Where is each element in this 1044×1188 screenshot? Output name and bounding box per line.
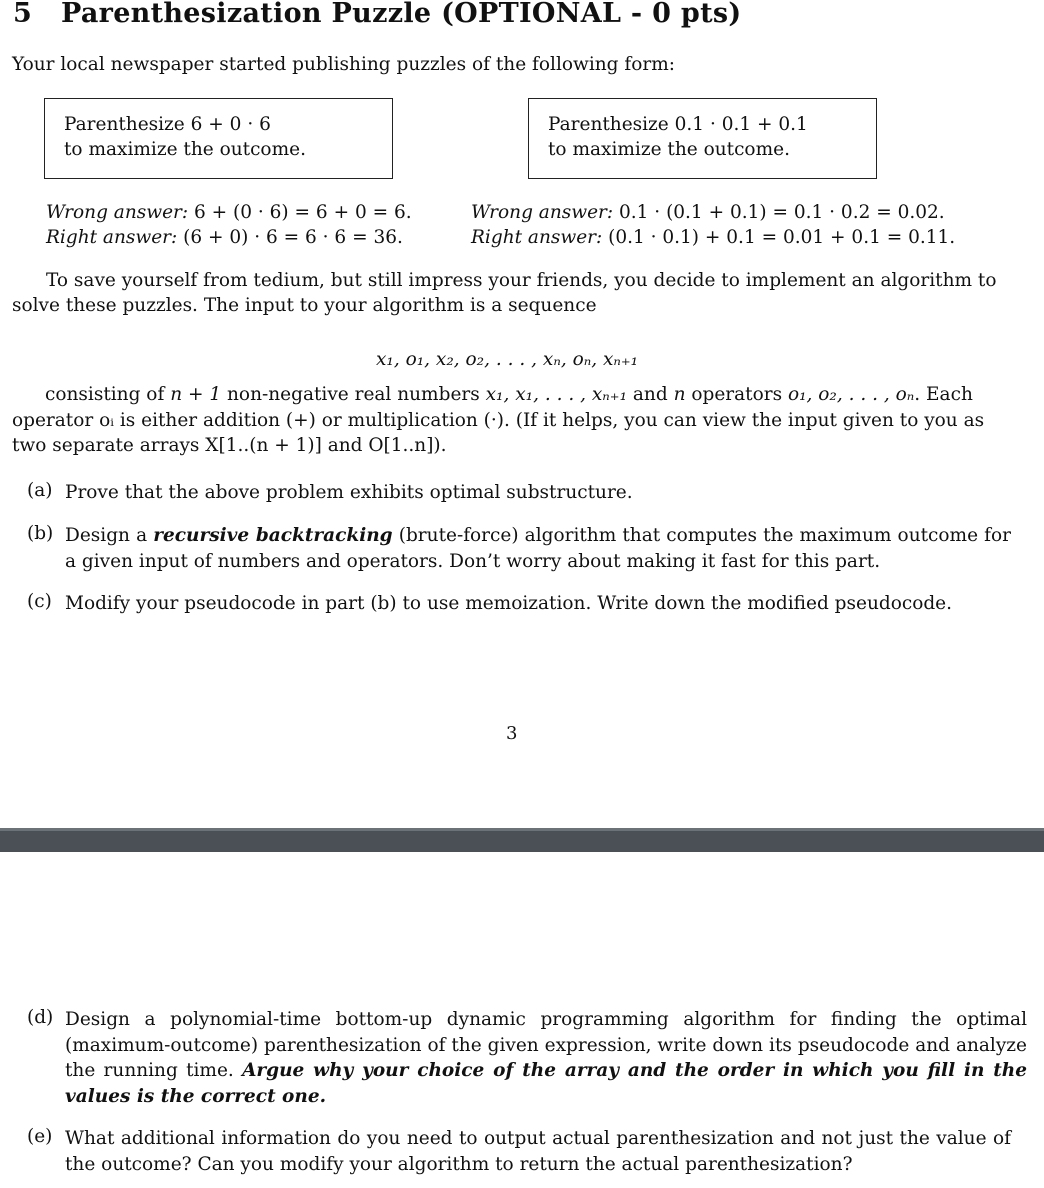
page-4: [0, 852, 1044, 1188]
part-e-text: What additional information do you need to output actual parenthesization and not just the value of the outcome? Can you modify your algorithm to return the actual parenthesization?: [65, 1128, 1011, 1175]
part-c-label: (c): [27, 591, 52, 612]
right-answer-label: Right answer:: [46, 227, 178, 248]
puzzle-2-wrong-answer: Wrong answer: 0.1 · (0.1 + 0.1) = 0.1 · 0.2 = 0.02.: [471, 202, 945, 223]
section-number: 5: [13, 0, 33, 29]
part-d-label: (d): [27, 1007, 54, 1028]
part-a-text: Prove that the above problem exhibits optimal substructure.: [65, 482, 633, 503]
paragraph-2-line-1: consisting of n + 1 non-negative real numbers x₁, x₁, . . . , xₙ₊₁ and n operators o₁, o₂, . . . , oₙ. Each: [45, 384, 973, 405]
paragraph-2-line-2: operator oᵢ is either addition (+) or multiplication (·). (If it helps, you can view the input given to you as: [12, 410, 985, 431]
intro-text: Your local newspaper started publishing puzzles of the following form:: [12, 54, 675, 75]
part-b-label: (b): [27, 523, 54, 544]
section-title: Parenthesization Puzzle (OPTIONAL - 0 pts): [61, 0, 742, 29]
puzzle-2-prefix: Parenthesize: [548, 114, 675, 135]
puzzle-1-instruction: to maximize the outcome.: [64, 139, 306, 160]
part-d-text: Design a polynomial-time bottom-up dynamic programming algorithm for finding the optimal (maximum-outcome) parenthesization of the given expression, write down its pseudocode and analyze the running time. Argue why your choice of the array and the order in which you fill in the values is the correct one.: [65, 1009, 1027, 1107]
wrong-answer-label: Wrong answer:: [471, 202, 614, 223]
paragraph-2-line-3: two separate arrays X[1..(n + 1)] and O[1..n]).: [12, 435, 447, 456]
part-e-label: (e): [27, 1126, 53, 1147]
paragraph-1-line-2: solve these puzzles. The input to your algorithm is a sequence: [12, 295, 597, 316]
section-heading: [13, 0, 741, 29]
part-b-text: Design a recursive backtracking (brute-force) algorithm that computes the maximum outcome for a given input of numbers and operators. Don’t worry about making it fast for this part.: [65, 525, 1011, 572]
input-sequence: x₁, o₁, x₂, o₂, . . . , xₙ, oₙ, xₙ₊₁: [376, 349, 639, 370]
puzzle-2-expression: 0.1 · 0.1 + 0.1: [674, 114, 808, 135]
puzzle-1-expression: 6 + 0 · 6: [190, 114, 271, 135]
part-a-label: (a): [27, 480, 53, 501]
paragraph-1-line-1: To save yourself from tedium, but still impress your friends, you decide to implement an algorithm to: [46, 270, 997, 291]
puzzle-box-2: [528, 98, 877, 179]
puzzle-1-wrong-answer: Wrong answer: 6 + (0 · 6) = 6 + 0 = 6.: [46, 202, 412, 223]
puzzle-box-1: [44, 98, 393, 179]
wrong-answer-label: Wrong answer:: [46, 202, 189, 223]
puzzle-2-instruction: to maximize the outcome.: [548, 139, 790, 160]
part-c-text: Modify your pseudocode in part (b) to use memoization. Write down the modified pseudocode.: [65, 593, 953, 614]
right-answer-label: Right answer:: [471, 227, 603, 248]
page-number: 3: [506, 723, 518, 744]
page-divider: [0, 828, 1044, 852]
puzzle-2-right-answer: Right answer: (0.1 · 0.1) + 0.1 = 0.01 + 0.1 = 0.11.: [471, 227, 956, 248]
puzzle-1-prefix: Parenthesize: [64, 114, 191, 135]
puzzle-1-right-answer: Right answer: (6 + 0) · 6 = 6 · 6 = 36.: [46, 227, 403, 248]
